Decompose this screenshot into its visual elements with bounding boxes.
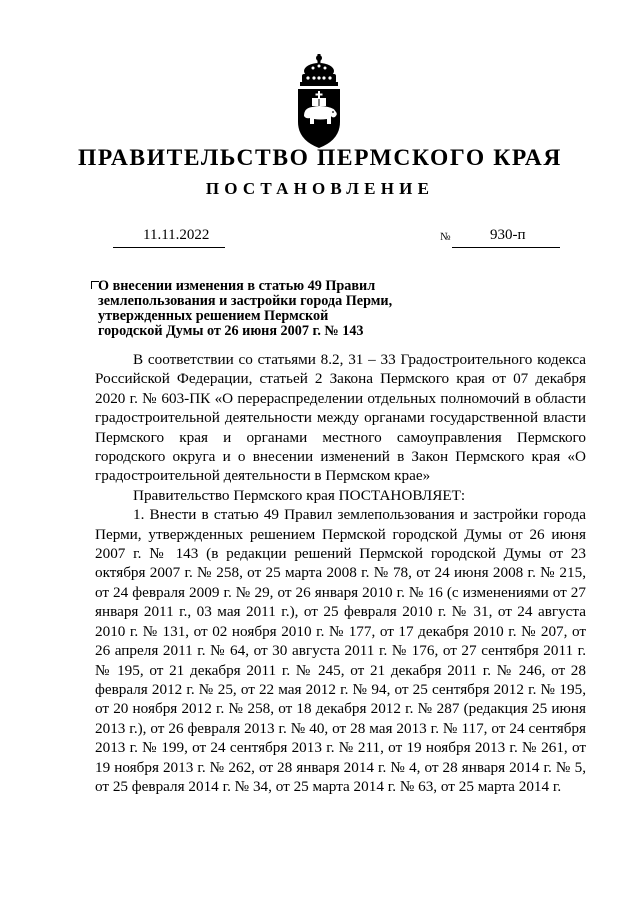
clause-1-paragraph: 1. Внести в статью 49 Правил землепользования и застройки города Перми, утвержденных решением Пермской городской Думы от 26 июня 2007 г. № 143 (в редакции решений Пермской городской Думы от 23 октября 2007 г. № 258, от 25 марта 2008 г. № 78, от 24 июня 2008 г. № 215, от 24 февраля 2009 г. № 29, от 26 января 2010 г. № 16 (с изменениями от 27 января 2011 г., 03 мая 2011 г.), от 25 февраля 2010 г. № 31, от 24 августа 2010 г. № 131, от 02 ноября 2010 г. № 177, от 17 декабря 2010 г. № 207, от 26 апреля 2011 г. № 64, от 30 августа 2011 г. № 176, от 27 сентября 2011 г. № 195, от 21 декабря 2011 г. № 245, от 21 декабря 2011 г. № 246, от 28 февраля 2012 г. № 25, от 22 мая 2012 г. № 94, от 25 сентября 2012 г. № 195, от 20 ноября 2012 г. № 258, от 18 декабря 2012 г. № 287 (редакция 25 июня 2013 г.), от 26 февраля 2013 г. № 40, от 28 мая 2013 г. № 117, от 24 сентября 2013 г. № 199, от 24 сентября 2013 г. № 211, от 19 ноября 2013 г. № 261, от 19 ноября 2013 г. № 262, от 28 января 2014 г. № 4, от 28 января 2014 г. № 5, от 25 февраля 2014 г. № 34, от 25 марта 2014 г. № 63, от 25 марта 2014 г.: [95, 506, 586, 795]
resolution-paragraph: Правительство Пермского края ПОСТАНОВЛЯЕТ:: [133, 486, 466, 504]
subject-line: городской Думы от 26 июня 2007 г. № 143: [98, 323, 364, 339]
subject-line: землепользования и застройки города Перми,: [98, 293, 393, 309]
number-sign: №: [440, 231, 451, 243]
preamble-paragraph: В соответствии со статьями 8.2, 31 – 33 Градостроительного кодекса Российской Федерации, статьей 2 Закона Пермского края от 07 декабря 2020 г. № 603-ПК «О перераспределении отдельных полномочий в области градостроительной деятельности между органами государственной власти Пермского края и органами местного самоуправления Пермского городского округа и о внесении изменений в Закон Пермского края «О градостроительной деятельности в Пермском крае»: [95, 351, 586, 485]
document-subject: [98, 279, 438, 339]
document-date: 11.11.2022: [143, 227, 210, 243]
government-title: ПРАВИТЕЛЬСТВО ПЕРМСКОГО КРАЯ: [78, 145, 562, 171]
number-field: [452, 227, 560, 248]
subject-line: утвержденных решением Пермской: [98, 308, 329, 324]
coat-of-arms-emblem: [290, 54, 348, 150]
document-body: [95, 350, 586, 796]
document-number: 930-п: [490, 227, 526, 243]
subject-line: О внесении изменения в статью 49 Правил: [98, 278, 376, 294]
date-field: [113, 227, 225, 248]
document-type: ПОСТАНОВЛЕНИЕ: [205, 179, 435, 198]
